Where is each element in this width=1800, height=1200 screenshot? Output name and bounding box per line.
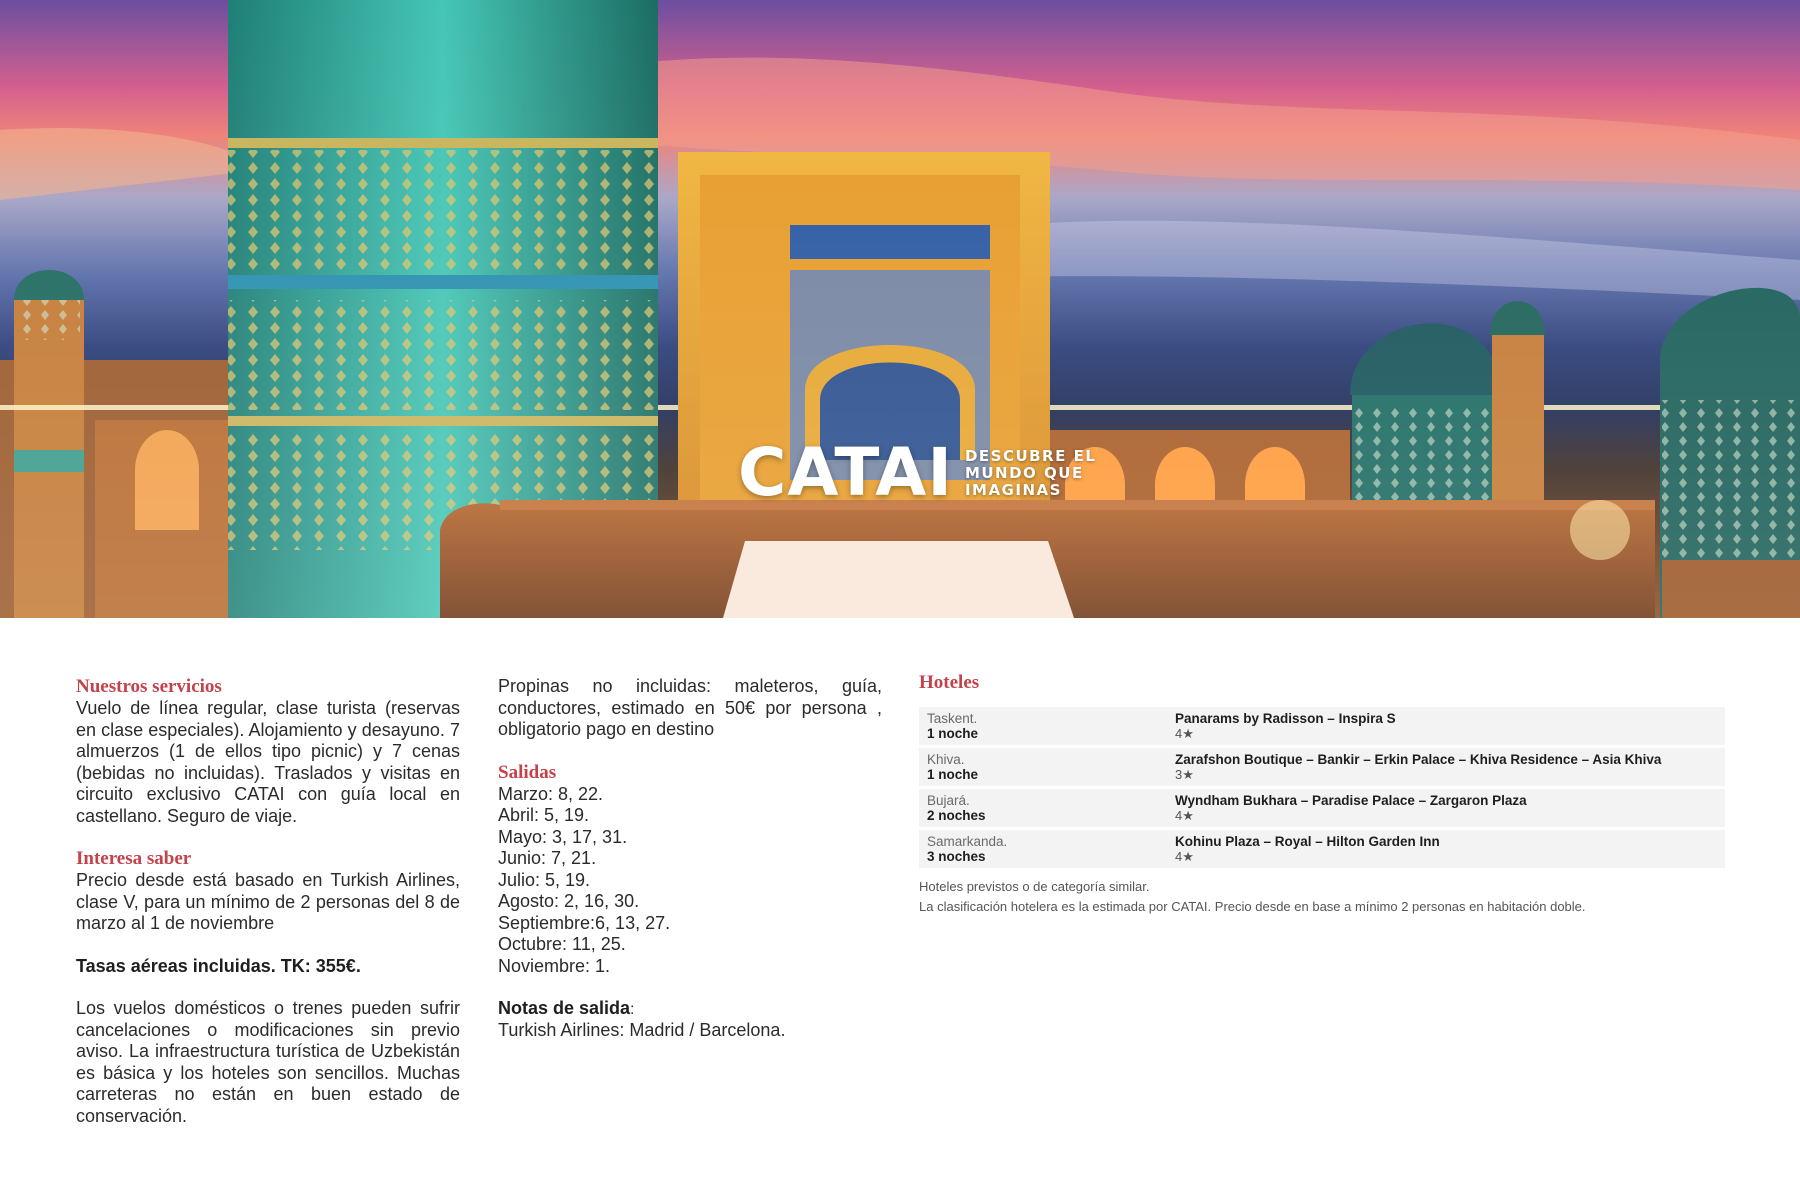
departure-notes-heading: Notas de salida bbox=[498, 998, 631, 1018]
domestic-text: Los vuelos domésticos o trenes pueden sufrir cancelaciones o modificaciones sin previo aviso. La infraestructura turística de Uzbekistán es básica y los hoteles son sencillos. Muchas carreteras no están en buen estado de conservación. bbox=[76, 998, 460, 1126]
tagline-line: MUNDO QUE bbox=[964, 463, 1084, 482]
domestic-section bbox=[76, 998, 460, 1127]
hotel-cell bbox=[1167, 707, 1725, 745]
hotels-heading: Hoteles bbox=[919, 672, 980, 693]
departure-item: Noviembre: 1. bbox=[498, 955, 611, 976]
star-rating: 4★ bbox=[1175, 726, 1194, 741]
nights: 2 noches bbox=[927, 808, 986, 823]
hotel-note: Hoteles previstos o de categoría similar. bbox=[919, 879, 1150, 894]
info-heading: Interesa saber bbox=[76, 848, 192, 869]
taxes-section bbox=[76, 956, 460, 978]
departures-section bbox=[498, 762, 882, 978]
services-heading: Nuestros servicios bbox=[76, 676, 222, 697]
city-name: Bujará. bbox=[927, 793, 970, 808]
hotel-names: Kohinu Plaza – Royal – Hilton Garden Inn bbox=[1175, 834, 1440, 849]
left-column bbox=[76, 676, 460, 1148]
services-text: Vuelo de línea regular, clase turista (reservas en clase especiales). Alojamiento y desayuno. 7 almuerzos (1 de ellos tipo picnic) y 7 cenas (bebidas no incluidas). Traslados y visitas en circuito exclusivo CATAI con guía local en castellano. Seguro de viaje. bbox=[76, 698, 460, 826]
departures-heading: Salidas bbox=[498, 761, 557, 783]
hotel-cell bbox=[1167, 789, 1725, 827]
departure-item: Marzo: 8, 22. bbox=[498, 783, 604, 804]
nights: 1 noche bbox=[927, 726, 979, 741]
star-rating: 3★ bbox=[1175, 767, 1194, 782]
departure-item: Mayo: 3, 17, 31. bbox=[498, 826, 628, 847]
city-cell bbox=[919, 830, 1167, 868]
services-section bbox=[76, 676, 460, 827]
city-name: Samarkanda. bbox=[927, 834, 1008, 849]
hotel-note: La clasificación hotelera es la estimada por CATAI. Precio desde en base a mínimo 2 personas en habitación doble. bbox=[919, 899, 1586, 914]
hotel-names: Zarafshon Boutique – Bankir – Erkin Palace – Khiva Residence – Asia Khiva bbox=[1175, 752, 1662, 767]
brand-tagline bbox=[965, 448, 1096, 499]
departures-list bbox=[498, 784, 882, 978]
catai-logo bbox=[738, 434, 1097, 511]
info-text: Precio desde está basado en Turkish Airlines, clase V, para un mínimo de 2 personas del 8 de marzo al 1 de noviembre bbox=[76, 870, 460, 933]
tips-text: Propinas no incluidas: maleteros, guía, conductores, estimado en 50€ por persona , obligatorio pago en destino bbox=[498, 676, 882, 739]
departure-notes-section bbox=[498, 998, 882, 1041]
hotel-cell bbox=[1167, 748, 1725, 786]
city-name: Khiva. bbox=[927, 752, 965, 767]
table-row bbox=[919, 707, 1725, 745]
hotels-column bbox=[919, 672, 1725, 917]
departure-item: Septiembre:6, 13, 27. bbox=[498, 912, 671, 933]
table-row bbox=[919, 789, 1725, 827]
departure-item: Julio: 5, 19. bbox=[498, 869, 591, 890]
departure-notes-heading-line bbox=[498, 998, 882, 1020]
departure-item: Junio: 7, 21. bbox=[498, 848, 597, 868]
taxes-text: Tasas aéreas incluidas. TK: 355€. bbox=[76, 955, 361, 976]
city-cell bbox=[919, 748, 1167, 786]
middle-column bbox=[498, 676, 882, 1062]
hotel-names: Panarams by Radisson – Inspira S bbox=[1175, 711, 1396, 726]
hotel-cell bbox=[1167, 830, 1725, 868]
star-rating: 4★ bbox=[1175, 849, 1194, 864]
brand-name: CATAI bbox=[738, 434, 953, 511]
tagline-line: IMAGINAS bbox=[964, 480, 1062, 499]
city-name: Taskent. bbox=[927, 711, 978, 726]
departure-item: Octubre: 11, 25. bbox=[498, 934, 626, 954]
nights: 1 noche bbox=[927, 767, 979, 782]
departure-notes-text: Turkish Airlines: Madrid / Barcelona. bbox=[498, 1019, 786, 1040]
departure-notes-colon: : bbox=[630, 1001, 635, 1018]
tagline-line: DESCUBRE EL bbox=[964, 446, 1097, 465]
hotel-names: Wyndham Bukhara – Paradise Palace – Zargaron Plaza bbox=[1175, 793, 1527, 808]
table-row bbox=[919, 748, 1725, 786]
hotels-table bbox=[919, 704, 1725, 871]
info-section bbox=[76, 848, 460, 935]
table-row bbox=[919, 830, 1725, 868]
city-cell bbox=[919, 789, 1167, 827]
departure-item: Abril: 5, 19. bbox=[498, 805, 590, 825]
hotel-notes bbox=[919, 877, 1725, 917]
city-cell bbox=[919, 707, 1167, 745]
tips-section bbox=[498, 676, 882, 741]
nights: 3 noches bbox=[927, 849, 986, 864]
departure-item: Agosto: 2, 16, 30. bbox=[498, 891, 640, 911]
star-rating: 4★ bbox=[1175, 808, 1194, 823]
